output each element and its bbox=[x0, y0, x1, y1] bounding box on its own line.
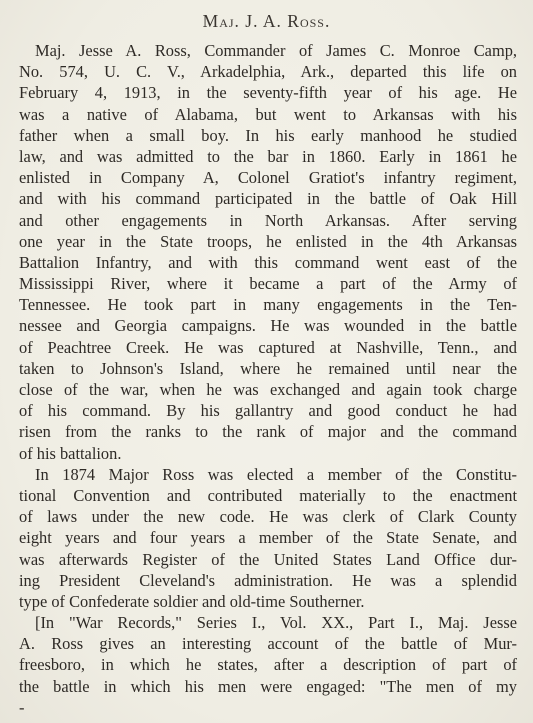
text-line: of Peachtree Creek. He was captured at Nashville, Tenn., and bbox=[19, 337, 517, 357]
text-line: risen from the ranks to the rank of major and the command bbox=[19, 422, 517, 442]
text-line: ing President Cleveland's administration. He was a splendid bbox=[19, 570, 517, 590]
text-line: No. 574, U. C. V., Arkadelphia, Ark., departed this life on bbox=[19, 62, 517, 82]
text-line: of his command. By his gallantry and good conduct he had bbox=[19, 401, 517, 421]
text-line: February 4, 1913, in the seventy-fifth year of his age. He bbox=[19, 83, 517, 103]
text-line: tional Convention and contributed materially to the enactment bbox=[19, 485, 517, 505]
text-line: - bbox=[19, 697, 25, 717]
text-line: In 1874 Major Ross was elected a member of the Constitu- bbox=[35, 464, 517, 484]
text-line: of his battalion. bbox=[19, 443, 122, 463]
text-line: close of the war, when he was exchanged and again took charge bbox=[19, 380, 517, 399]
text-line: Maj. Jesse A. Ross, Commander of James C. Monroe Camp, bbox=[35, 41, 517, 60]
text-line: Tennessee. He took part in many engagements in the Ten- bbox=[19, 295, 517, 315]
text-line: the battle in which his men were engaged: "The men of my bbox=[19, 676, 517, 696]
article-body bbox=[19, 40, 517, 717]
text-line: type of Confederate soldier and old-time Southerner. bbox=[19, 591, 365, 611]
text-line: nessee and Georgia campaigns. He was wounded in the battle bbox=[19, 316, 517, 336]
text-line: and other engagements in North Arkansas. After serving bbox=[19, 210, 517, 230]
text-line: Mississippi River, where it became a part of the Army of bbox=[19, 274, 517, 294]
text-line: law, and was admitted to the bar in 1860. Early in 1861 he bbox=[19, 146, 517, 166]
text-line: [In "War Records," Series I., Vol. XX., Part I., Maj. Jesse bbox=[35, 613, 517, 633]
text-line: was a native of Alabama, but went to Arkansas with his bbox=[19, 104, 517, 124]
text-line: enlisted in Company A, Colonel Gratiot's infantry regiment, bbox=[19, 168, 517, 188]
text-line: A. Ross gives an interesting account of the battle of Mur- bbox=[19, 634, 517, 654]
text-line: father when a small boy. In his early manhood he studied bbox=[19, 125, 517, 145]
text-line: Battalion Infantry, and with this command went east of the bbox=[19, 252, 517, 272]
text-line: was afterwards Register of the United States Land Office dur- bbox=[19, 549, 517, 569]
text-line: eight years and four years a member of the State Senate, and bbox=[19, 528, 517, 548]
text-line: and with his command participated in the battle of Oak Hill bbox=[19, 189, 517, 209]
text-line: of laws under the new code. He was clerk of Clark County bbox=[19, 507, 517, 527]
article-title: Maj. J. A. Ross. bbox=[202, 11, 331, 31]
text-line: taken to Johnson's Island, where he remained until near the bbox=[19, 358, 517, 378]
text-line: one year in the State troops, he enlisted in the 4th Arkansas bbox=[19, 231, 517, 251]
text-line: freesboro, in which he states, after a description of part of bbox=[19, 655, 517, 675]
